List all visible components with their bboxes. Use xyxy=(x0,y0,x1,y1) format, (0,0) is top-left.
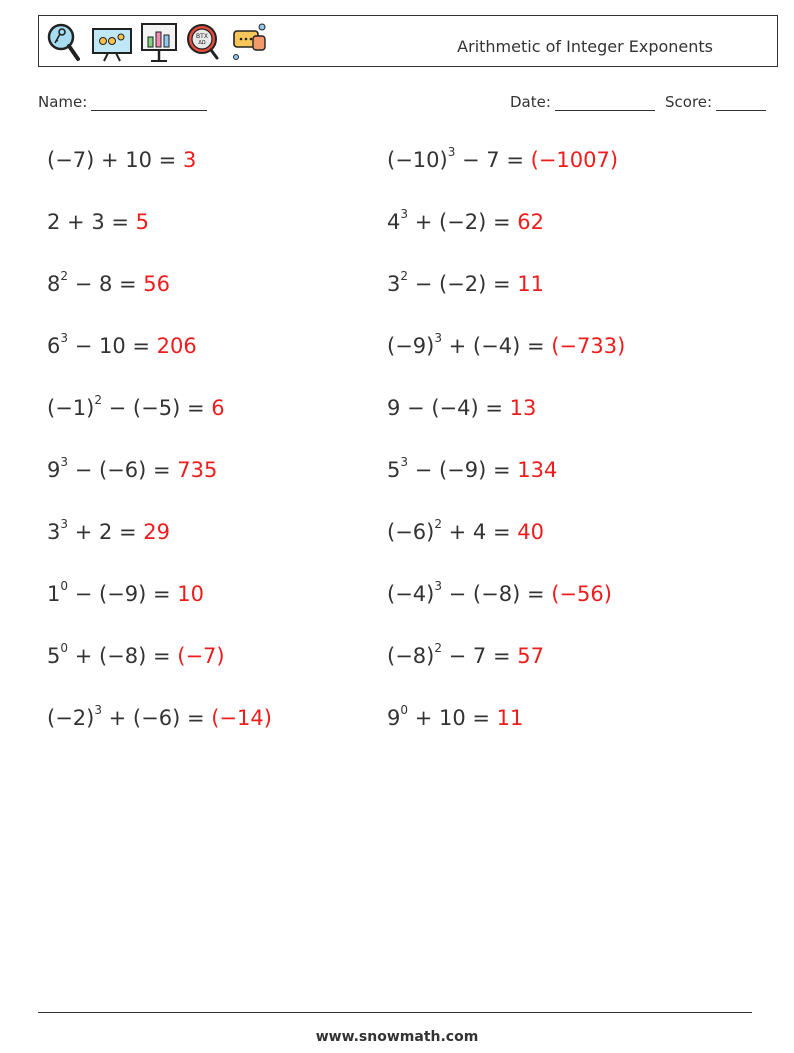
problem-base: 5 xyxy=(387,458,401,482)
problem-exponent: 0 xyxy=(400,703,409,717)
problem-expression: + (−6) = xyxy=(101,706,212,730)
problem-answer: (−14) xyxy=(211,706,272,730)
problem-base: 3 xyxy=(47,520,61,544)
problem-item xyxy=(387,641,544,668)
name-blank xyxy=(91,95,207,111)
problem-exponent: 3 xyxy=(60,331,69,345)
problem-base: (−10) xyxy=(387,148,448,172)
problem-answer: 62 xyxy=(517,210,544,234)
problem-expression: − (−4) = xyxy=(400,396,510,420)
score-field xyxy=(665,93,766,111)
date-label: Date: xyxy=(510,93,551,111)
problem-exponent: 2 xyxy=(94,393,102,407)
problem-expression: − (−5) = xyxy=(101,396,212,420)
problem-base: (−2) xyxy=(47,706,95,730)
problem-exponent: 3 xyxy=(434,579,442,593)
problem-exponent: 3 xyxy=(60,517,69,531)
problem-item xyxy=(387,269,544,296)
easel-chart-icon xyxy=(140,21,178,63)
problem-answer: 11 xyxy=(496,706,524,730)
problem-answer: (−733) xyxy=(551,334,626,358)
problem-answer: 134 xyxy=(517,458,558,482)
problem-answer: 206 xyxy=(156,334,197,358)
problem-expression: + 2 = xyxy=(68,520,144,544)
date-field xyxy=(510,93,655,111)
problem-answer: 11 xyxy=(517,272,544,296)
problem-exponent: 3 xyxy=(94,703,102,717)
problem-exponent: 2 xyxy=(434,641,442,655)
name-label: Name: xyxy=(38,93,88,111)
problem-item xyxy=(47,517,171,544)
problem-item xyxy=(47,393,225,420)
problem-item xyxy=(387,703,524,730)
problem-expression: − (−2) = xyxy=(408,272,518,296)
problem-answer: 13 xyxy=(509,396,537,420)
footer-divider xyxy=(38,1012,752,1013)
svg-text:BTX: BTX xyxy=(196,33,208,40)
problem-expression: − (−6) = xyxy=(68,458,178,482)
problem-item xyxy=(387,579,612,606)
presentation-screen-icon xyxy=(91,21,133,63)
problem-answer: 3 xyxy=(182,148,197,172)
problem-base: 6 xyxy=(47,334,61,358)
problem-exponent: 3 xyxy=(447,145,456,159)
problem-base: (−7) xyxy=(47,148,95,172)
problem-exponent: 3 xyxy=(400,207,409,221)
problem-exponent: 3 xyxy=(434,331,442,345)
problem-answer: 29 xyxy=(143,520,171,544)
problem-answer: 10 xyxy=(177,582,204,606)
problem-base: (−4) xyxy=(387,582,435,606)
problem-exponent: 2 xyxy=(400,269,409,283)
problem-expression: + (−8) = xyxy=(68,644,178,668)
problem-item xyxy=(387,517,544,544)
problem-base: 1 xyxy=(47,582,61,606)
problem-answer: 6 xyxy=(211,396,225,420)
problem-item xyxy=(47,269,171,296)
problem-base: (−9) xyxy=(387,334,435,358)
problem-base: (−8) xyxy=(387,644,435,668)
problem-expression: + (−4) = xyxy=(441,334,552,358)
problem-item xyxy=(387,145,619,172)
name-field xyxy=(38,93,207,111)
problem-expression: + (−2) = xyxy=(408,210,518,234)
problem-item xyxy=(47,703,272,730)
search-badge-icon xyxy=(185,21,223,63)
problem-base: 9 xyxy=(387,706,401,730)
problem-answer: 56 xyxy=(143,272,171,296)
problem-exponent: 2 xyxy=(60,269,69,283)
problem-exponent: 3 xyxy=(60,455,69,469)
problem-expression: + 3 = xyxy=(60,210,136,234)
problem-expression: − 10 = xyxy=(68,334,157,358)
problem-item xyxy=(387,207,544,234)
problem-expression: − (−9) = xyxy=(68,582,178,606)
problem-base: 5 xyxy=(47,644,61,668)
problem-base: (−6) xyxy=(387,520,435,544)
problem-expression: − 7 = xyxy=(441,644,518,668)
problem-item xyxy=(47,148,196,172)
problem-answer: (−1007) xyxy=(530,148,619,172)
problem-item xyxy=(47,455,218,482)
problem-expression: − (−8) = xyxy=(441,582,552,606)
chat-bubbles-icon xyxy=(231,21,269,63)
svg-text:ΔΩ: ΔΩ xyxy=(198,40,206,46)
problem-answer: (−56) xyxy=(551,582,612,606)
problem-expression: + 10 = xyxy=(408,706,497,730)
problem-exponent: 0 xyxy=(60,579,69,593)
problem-item xyxy=(47,210,149,234)
problem-item xyxy=(387,331,626,358)
problem-base: (−1) xyxy=(47,396,95,420)
problem-item xyxy=(47,331,197,358)
problem-expression: + 10 = xyxy=(94,148,183,172)
problem-expression: − 8 = xyxy=(68,272,144,296)
problem-exponent: 0 xyxy=(60,641,69,655)
worksheet-header xyxy=(38,15,778,67)
problem-base: 8 xyxy=(47,272,61,296)
problem-base: 3 xyxy=(387,272,401,296)
score-blank xyxy=(716,95,766,111)
problem-base: 4 xyxy=(387,210,401,234)
worksheet-title: Arithmetic of Integer Exponents xyxy=(457,37,713,56)
problem-base: 2 xyxy=(47,210,61,234)
problem-item xyxy=(47,641,225,668)
problem-expression: − 7 = xyxy=(455,148,531,172)
problem-item xyxy=(47,579,204,606)
problem-item xyxy=(387,396,536,420)
date-blank xyxy=(555,95,655,111)
problem-exponent: 2 xyxy=(434,517,442,531)
problem-expression: + 4 = xyxy=(441,520,518,544)
problem-base: 9 xyxy=(47,458,61,482)
problem-exponent: 3 xyxy=(400,455,409,469)
problem-answer: 40 xyxy=(517,520,544,544)
problem-expression: − (−9) = xyxy=(408,458,518,482)
footer-url: www.snowmath.com xyxy=(315,1029,479,1045)
problem-answer: 57 xyxy=(517,644,544,668)
problem-answer: 735 xyxy=(177,458,218,482)
problem-answer: (−7) xyxy=(177,644,225,668)
magnifier-key-icon xyxy=(45,21,83,63)
score-label: Score: xyxy=(665,93,713,111)
problem-base: 9 xyxy=(387,396,401,420)
problem-item xyxy=(387,455,558,482)
problem-answer: 5 xyxy=(135,210,150,234)
